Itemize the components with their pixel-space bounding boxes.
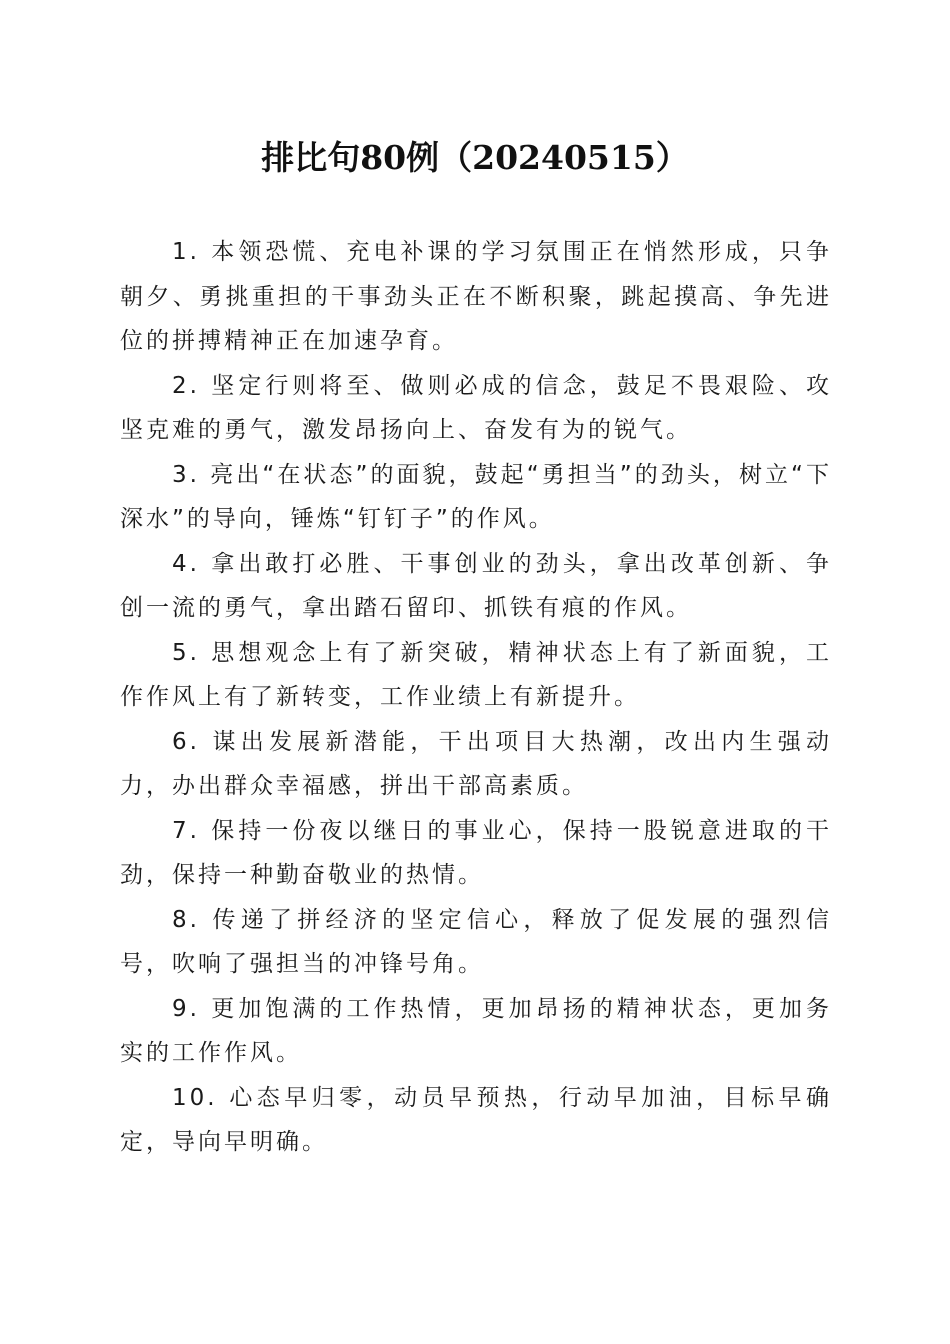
paragraph-item-7: 7. 保持一份夜以继日的事业心，保持一股锐意进取的干劲，保持一种勤奋敬业的热情。 xyxy=(120,817,832,888)
paragraph-item-4: 4. 拿出敢打必胜、干事创业的劲头，拿出改革创新、争创一流的勇气，拿出踏石留印、抓铁有痕的作风。 xyxy=(120,550,832,621)
document-title: 排比句80例（20240515） xyxy=(261,138,689,177)
paragraph-item-10: 10. 心态早归零，动员早预热，行动早加油，目标早确定，导向早明确。 xyxy=(120,1084,832,1155)
paragraph-item-8: 8. 传递了拼经济的坚定信心，释放了促发展的强烈信号，吹响了强担当的冲锋号角。 xyxy=(120,906,832,977)
paragraph-item-2: 2. 坚定行则将至、做则必成的信念，鼓足不畏艰险、攻坚克难的勇气，激发昂扬向上、奋发有为的锐气。 xyxy=(120,372,832,443)
paragraph-item-5: 5. 思想观念上有了新突破，精神状态上有了新面貌，工作作风上有了新转变，工作业绩上有新提升。 xyxy=(120,639,832,710)
paragraph-item-6: 6. 谋出发展新潜能，干出项目大热潮，改出内生强动力，办出群众幸福感，拼出干部高素质。 xyxy=(120,728,832,799)
paragraph-item-9: 9. 更加饱满的工作热情，更加昂扬的精神状态，更加务实的工作作风。 xyxy=(120,995,832,1066)
paragraph-item-1: 1. 本领恐慌、充电补课的学习氛围正在悄然形成，只争朝夕、勇挑重担的干事劲头正在不断积聚，跳起摸高、争先进位的拼搏精神正在加速孕育。 xyxy=(120,239,832,354)
document-body xyxy=(120,230,832,1165)
paragraph-item-3: 3. 亮出“在状态”的面貌，鼓起“勇担当”的劲头，树立“下深水”的导向，锤炼“钉钉子”的作风。 xyxy=(120,461,832,532)
